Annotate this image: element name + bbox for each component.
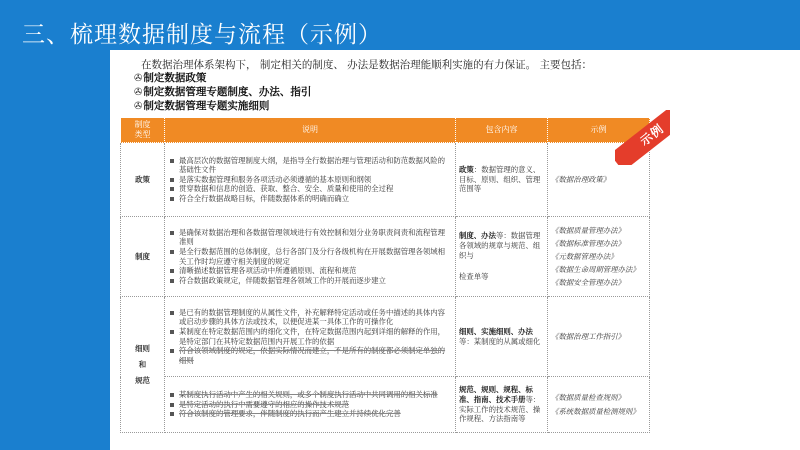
content-panel: [110, 50, 800, 450]
desc-item: 某制度执行活动中产生的相关规则，或多个制度执行活动中共同调用的相关标准: [168, 390, 452, 400]
cell-incl: [456, 297, 548, 377]
example-stamp: [615, 110, 670, 165]
bullet-label: 制定数据管理专题实施细则: [143, 100, 270, 112]
example-stamp-label: 示例: [615, 110, 670, 165]
cell-example: [548, 217, 650, 297]
cell-desc: [165, 143, 456, 217]
cell-type: 政策: [121, 143, 165, 217]
desc-item: 是全行数据范围的总体制度，总行各部门及分行各级机构在开展数据管理各领域相关工作时均应遵守相关制度的规定: [168, 247, 452, 266]
example-doc: 《数据质量管理办法》: [551, 226, 625, 235]
header-desc: 说明: [165, 118, 456, 143]
incl-keyword: 政策: [459, 165, 474, 175]
type-label: 细则: [135, 343, 150, 353]
bullet-item: [134, 85, 311, 99]
desc-item: 符合全行数据战略目标，伴随数据体系的明确而确立: [168, 194, 452, 204]
bullet-item: [134, 71, 311, 85]
incl-text: 等：数据管理各领域的规章与规范、组织与: [459, 231, 541, 260]
intro-text: 在数据治理体系架构下， 制定相关的制度、 办法是数据治理能顺利实施的有力保证。 主要包括：: [141, 59, 593, 71]
bullet-label: 制定数据政策: [143, 72, 207, 84]
example-doc: 《数据治理工作指引》: [551, 331, 625, 341]
incl-keyword: 细则、实施细则、办法: [459, 326, 533, 336]
cell-incl: [456, 377, 548, 433]
cell-example: [548, 377, 650, 433]
desc-item: 符合数据政策规定，伴随数据管理各领域工作的开展而逐步建立: [168, 276, 452, 286]
cell-desc: [165, 297, 456, 377]
example-doc: 《数据治理政策》: [551, 174, 611, 184]
bullet-list: [134, 71, 311, 113]
header-type: 制度 类型: [121, 118, 165, 143]
cell-example: [548, 297, 650, 377]
policy-table: [120, 117, 650, 433]
cell-desc: [165, 217, 456, 297]
incl-keyword: 制度、办法: [459, 231, 496, 241]
table-row: [121, 143, 650, 217]
type-label: 规范: [135, 375, 150, 385]
cell-type: [121, 297, 165, 433]
example-doc: 《数据标准管理办法》: [551, 239, 625, 248]
bullet-label: 制定数据管理专题制度、办法、指引: [143, 86, 312, 98]
incl-keyword: 规范、规则、规程、标准、指南、技术手册: [459, 385, 533, 404]
cell-desc: [165, 377, 456, 433]
incl-text: 等：某制度的从属或细化: [459, 336, 541, 346]
desc-item: 清晰描述数据管理各项活动中所遵循原则、流程和规范: [168, 266, 452, 276]
table-header-row: [121, 118, 650, 143]
cell-incl: [456, 143, 548, 217]
desc-item: 符合该制度的管理要求，伴随制度的执行而产生建立并持续优化完善: [168, 409, 452, 419]
desc-item: 某制度在特定数据范围内的细化文件，在特定数据范围内起到详细的解释的作用，是特定部门在其特定数据范围内开展工作的依据: [168, 327, 452, 346]
page-title: 三、梳理数据制度与流程（示例）: [22, 22, 382, 48]
header-incl: 包含内容: [456, 118, 548, 143]
desc-item: 是落实数据管理和服务各项活动必须遵循的基本原则和纲领: [168, 175, 452, 185]
desc-item: 最高层次的数据管理制度大纲，是指导全行数据治理与管理活动和防范数据风险的基础性文件: [168, 156, 452, 175]
cell-incl: [456, 217, 548, 297]
desc-item: 是特定活动的执行中需要遵守的相应的操作技术规范: [168, 400, 452, 410]
desc-item: 符合该领域制度的规定，依据实际情况而建立，不是所有的制度都必须制定单独的细则: [168, 346, 452, 365]
incl-tail: 检查单等: [459, 272, 489, 282]
example-doc: 《数据质量检查规则》: [551, 392, 625, 402]
bullet-icon: ✇: [134, 73, 143, 84]
incl-text: 等：实际工作的技术规范、操作规程、方法指南等: [459, 394, 541, 424]
bullet-icon: ✇: [134, 101, 143, 112]
example-doc: 《数据生命周期管理办法》: [551, 265, 640, 274]
desc-item: 是确保对数据治理和各数据管理领域进行有效控制和划分业务职责间责和流程管理准则: [168, 228, 452, 247]
example-doc: 《数据安全管理办法》: [551, 278, 625, 287]
table-row: [121, 217, 650, 297]
example-doc: 《系统数据质量检测规则》: [551, 406, 640, 416]
table-row: [121, 377, 650, 433]
type-label: 和: [138, 359, 147, 369]
desc-item: 是已有的数据管理制度的从属性文件，补充解释特定活动或任务中描述的具体内容或启动步骤的具体方法或技术，以便促进某一具体工作的可操作化: [168, 308, 452, 327]
table-row: [121, 297, 650, 377]
incl-text: ：数据管理的意义、目标、原则、组织、管理范围等: [459, 165, 541, 194]
example-doc: 《元数据管理办法》: [551, 252, 618, 261]
bullet-icon: ✇: [134, 87, 143, 98]
desc-item: 贯穿数据和信息的创造、获取、整合、安全、质量和使用的全过程: [168, 184, 452, 194]
header-ex: 示例: [548, 118, 650, 143]
cell-type: 制度: [121, 217, 165, 297]
bullet-item: [134, 99, 311, 113]
